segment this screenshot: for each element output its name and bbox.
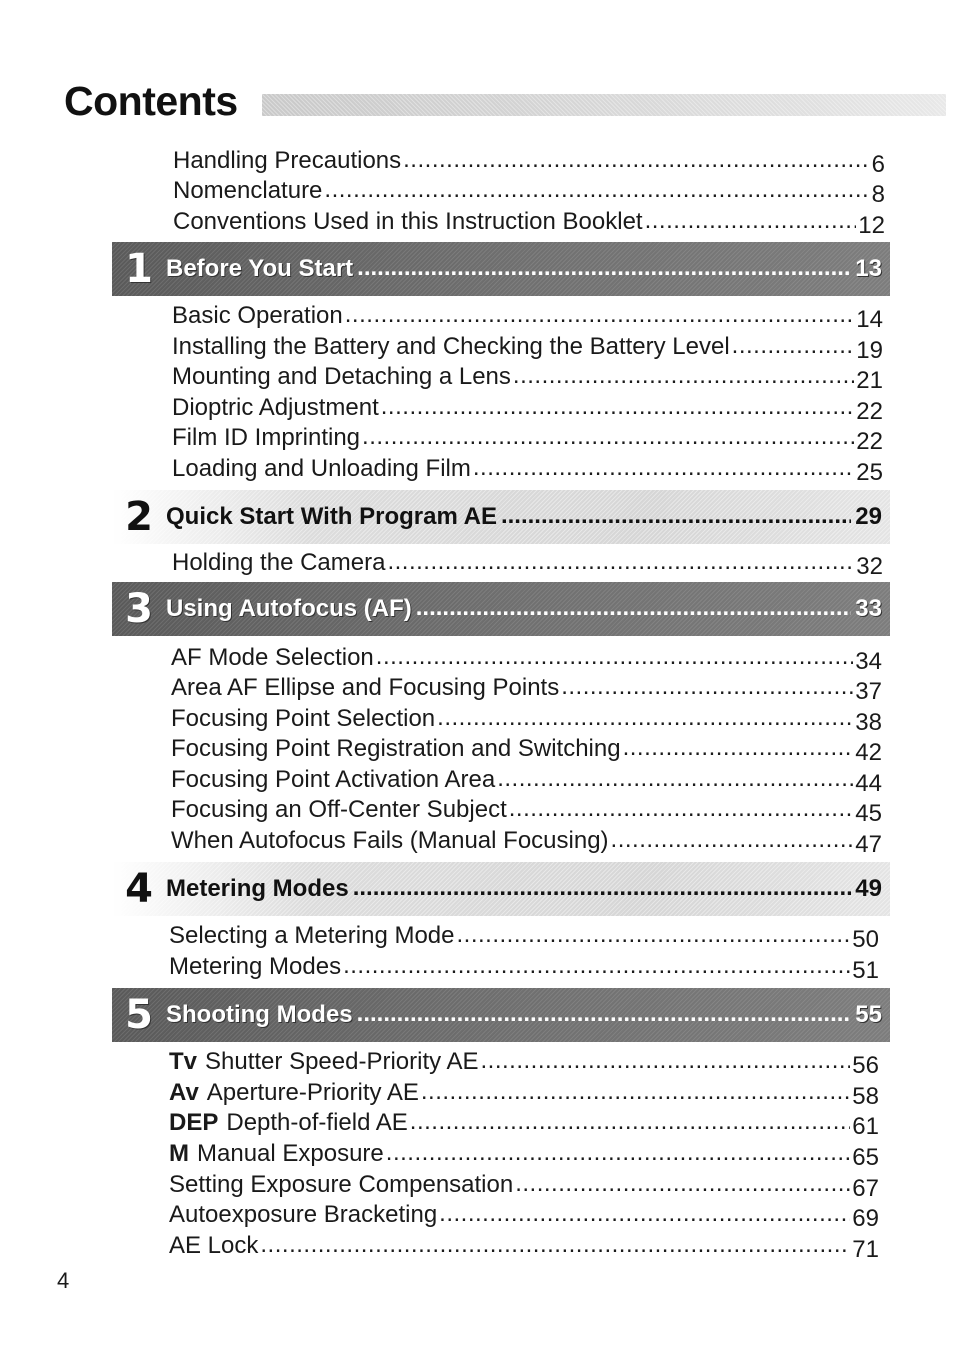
chapter-title: Before You Start bbox=[166, 255, 354, 282]
toc-entry[interactable] bbox=[172, 454, 883, 484]
toc-entry-page: 69 bbox=[852, 1205, 879, 1232]
chapter-page: 33 bbox=[855, 595, 882, 622]
toc-entry-page: 34 bbox=[855, 648, 882, 675]
dot-leader bbox=[732, 332, 855, 362]
toc-entry-label: Setting Exposure Compensation bbox=[169, 1171, 514, 1198]
toc-entry[interactable] bbox=[169, 1047, 879, 1077]
toc-entry[interactable] bbox=[171, 673, 882, 703]
chapter-page: 55 bbox=[855, 1001, 882, 1028]
toc-entry[interactable] bbox=[169, 1231, 879, 1261]
toc-entry-label: Film ID Imprinting bbox=[172, 424, 361, 451]
dot-leader bbox=[645, 207, 857, 237]
toc-entry-label: Area AF Ellipse and Focusing Points bbox=[171, 674, 560, 701]
dot-leader bbox=[416, 594, 852, 624]
chapter-number: 5 bbox=[125, 992, 153, 1038]
dot-leader bbox=[515, 1170, 850, 1200]
dot-leader bbox=[509, 795, 854, 825]
toc-entry-label: Handling Precautions bbox=[173, 147, 402, 174]
dot-leader bbox=[421, 1078, 850, 1108]
dot-leader bbox=[387, 548, 854, 578]
toc-entry-label: Autoexposure Bracketing bbox=[169, 1201, 438, 1228]
toc-entry[interactable] bbox=[172, 423, 883, 453]
toc-entry-label: Shutter Speed-Priority AE bbox=[205, 1048, 479, 1075]
toc-entry-page: 22 bbox=[856, 398, 883, 425]
toc-entry-label: Focusing an Off-Center Subject bbox=[171, 796, 507, 823]
toc-entry-page: 19 bbox=[856, 337, 883, 364]
dot-leader bbox=[611, 826, 854, 856]
toc-entry-label: Focusing Point Activation Area bbox=[171, 766, 496, 793]
mode-symbol: DEP bbox=[169, 1109, 219, 1136]
toc-entry-label: Focusing Point Registration and Switching bbox=[171, 735, 621, 762]
title-decoration-bar bbox=[262, 94, 946, 116]
page-number: 4 bbox=[57, 1268, 70, 1293]
chapter-page: 29 bbox=[855, 503, 882, 530]
chapter-number: 3 bbox=[125, 586, 153, 632]
toc-entry[interactable] bbox=[169, 1200, 879, 1230]
toc-entry-page: 50 bbox=[852, 926, 879, 953]
chapter-title: Using Autofocus (AF) bbox=[166, 595, 412, 622]
dot-leader bbox=[343, 952, 850, 982]
dot-leader bbox=[403, 146, 870, 176]
toc-entry-label: Nomenclature bbox=[173, 177, 323, 204]
toc-entry-page: 51 bbox=[852, 957, 879, 984]
chapter-number: 4 bbox=[125, 866, 153, 912]
toc-entry-label: Holding the Camera bbox=[172, 549, 386, 576]
dot-leader bbox=[439, 1200, 850, 1230]
toc-entry[interactable] bbox=[171, 795, 882, 825]
toc-entry-label: Aperture-Priority AE bbox=[206, 1079, 419, 1106]
dot-leader bbox=[513, 362, 854, 392]
toc-entry-page: 47 bbox=[855, 831, 882, 858]
mode-symbol: Av bbox=[169, 1079, 199, 1106]
toc-entry-label: Metering Modes bbox=[169, 953, 342, 980]
chapter-number: 1 bbox=[125, 246, 153, 292]
toc-entry-label: Mounting and Detaching a Lens bbox=[172, 363, 511, 390]
toc-entry-page: 22 bbox=[856, 428, 883, 455]
toc-entry-page: 58 bbox=[852, 1083, 879, 1110]
toc-entry-label: Selecting a Metering Mode bbox=[169, 922, 455, 949]
dot-leader bbox=[623, 734, 854, 764]
toc-entry-label: Depth-of-field AE bbox=[226, 1109, 408, 1136]
toc-entry[interactable] bbox=[173, 176, 885, 206]
toc-entry[interactable] bbox=[172, 332, 883, 362]
toc-entry-page: 71 bbox=[852, 1236, 879, 1263]
toc-entry-label: When Autofocus Fails (Manual Focusing) bbox=[171, 827, 609, 854]
toc-entry-page: 56 bbox=[852, 1052, 879, 1079]
chapter-header-1[interactable] bbox=[112, 242, 890, 296]
toc-entry[interactable] bbox=[171, 704, 882, 734]
toc-entry[interactable] bbox=[169, 1139, 879, 1169]
toc-entry-label: Manual Exposure bbox=[197, 1140, 384, 1167]
dot-leader bbox=[561, 673, 853, 703]
dot-leader bbox=[473, 454, 854, 484]
dot-leader bbox=[457, 921, 851, 951]
chapter-title: Quick Start With Program AE bbox=[166, 503, 497, 530]
chapter-header-3[interactable] bbox=[112, 582, 890, 636]
toc-entry-page: 37 bbox=[855, 678, 882, 705]
toc-entry[interactable] bbox=[169, 1170, 879, 1200]
toc-entry[interactable] bbox=[172, 548, 883, 578]
toc-entry-label: Dioptric Adjustment bbox=[172, 394, 379, 421]
dot-leader bbox=[497, 765, 853, 795]
chapter-page: 13 bbox=[855, 255, 882, 282]
dot-leader bbox=[381, 393, 855, 423]
toc-entry[interactable] bbox=[173, 207, 885, 237]
dot-leader bbox=[437, 704, 853, 734]
dot-leader bbox=[357, 254, 851, 284]
chapter-page: 49 bbox=[855, 875, 882, 902]
toc-entry-page: 25 bbox=[856, 459, 883, 486]
toc-entry-page: 8 bbox=[871, 181, 885, 208]
toc-entry-page: 45 bbox=[855, 800, 882, 827]
chapter-title: Shooting Modes bbox=[166, 1001, 353, 1028]
toc-entry-page: 14 bbox=[856, 306, 883, 333]
dot-leader bbox=[362, 423, 854, 453]
dot-leader bbox=[357, 1000, 852, 1030]
toc-entry-page: 42 bbox=[855, 739, 882, 766]
chapter-header-2[interactable] bbox=[112, 490, 890, 544]
dot-leader bbox=[410, 1108, 851, 1138]
toc-entry[interactable] bbox=[172, 362, 883, 392]
toc-entry[interactable] bbox=[171, 826, 882, 856]
toc-entry[interactable] bbox=[171, 734, 882, 764]
toc-entry[interactable] bbox=[171, 765, 882, 795]
toc-entry-page: 38 bbox=[855, 709, 882, 736]
toc-entry-page: 21 bbox=[856, 367, 883, 394]
dot-leader bbox=[260, 1231, 850, 1261]
toc-entry-label: Basic Operation bbox=[172, 302, 343, 329]
toc-entry-page: 44 bbox=[855, 770, 882, 797]
toc-entry-label: Conventions Used in this Instruction Booklet bbox=[173, 208, 643, 235]
mode-symbol: M bbox=[169, 1140, 189, 1167]
chapter-header-4[interactable] bbox=[112, 862, 890, 916]
dot-leader bbox=[345, 301, 855, 331]
toc-entry-page: 6 bbox=[871, 151, 885, 178]
toc-entry-page: 32 bbox=[856, 553, 883, 580]
dot-leader bbox=[501, 502, 851, 532]
chapter-number: 2 bbox=[125, 494, 153, 540]
toc-entry-label: Loading and Unloading Film bbox=[172, 455, 471, 482]
dot-leader bbox=[386, 1139, 851, 1169]
toc-entry-page: 12 bbox=[858, 212, 885, 239]
dot-leader bbox=[324, 176, 869, 206]
dot-leader bbox=[353, 874, 852, 904]
toc-entry[interactable] bbox=[169, 1078, 879, 1108]
toc-entry[interactable] bbox=[171, 643, 882, 673]
mode-symbol: Tv bbox=[169, 1048, 198, 1075]
toc-entry-label: AF Mode Selection bbox=[171, 644, 374, 671]
toc-entry-page: 67 bbox=[852, 1175, 879, 1202]
toc-entry[interactable] bbox=[169, 952, 879, 982]
toc-entry-label: Focusing Point Selection bbox=[171, 705, 436, 732]
toc-entry[interactable] bbox=[172, 393, 883, 423]
chapter-header-5[interactable] bbox=[112, 988, 890, 1042]
dot-leader bbox=[376, 643, 854, 673]
chapter-title: Metering Modes bbox=[166, 875, 349, 902]
toc-entry[interactable] bbox=[169, 921, 879, 951]
toc-entry-label: AE Lock bbox=[169, 1232, 259, 1259]
page-title: Contents bbox=[64, 78, 238, 124]
toc-entry[interactable] bbox=[173, 146, 885, 176]
dot-leader bbox=[480, 1047, 850, 1077]
toc-entry-label: Installing the Battery and Checking the Battery Level bbox=[172, 333, 730, 360]
toc-entry-page: 61 bbox=[852, 1113, 879, 1140]
toc-entry[interactable] bbox=[169, 1108, 879, 1138]
toc-entry-page: 65 bbox=[852, 1144, 879, 1171]
toc-entry[interactable] bbox=[172, 301, 883, 331]
